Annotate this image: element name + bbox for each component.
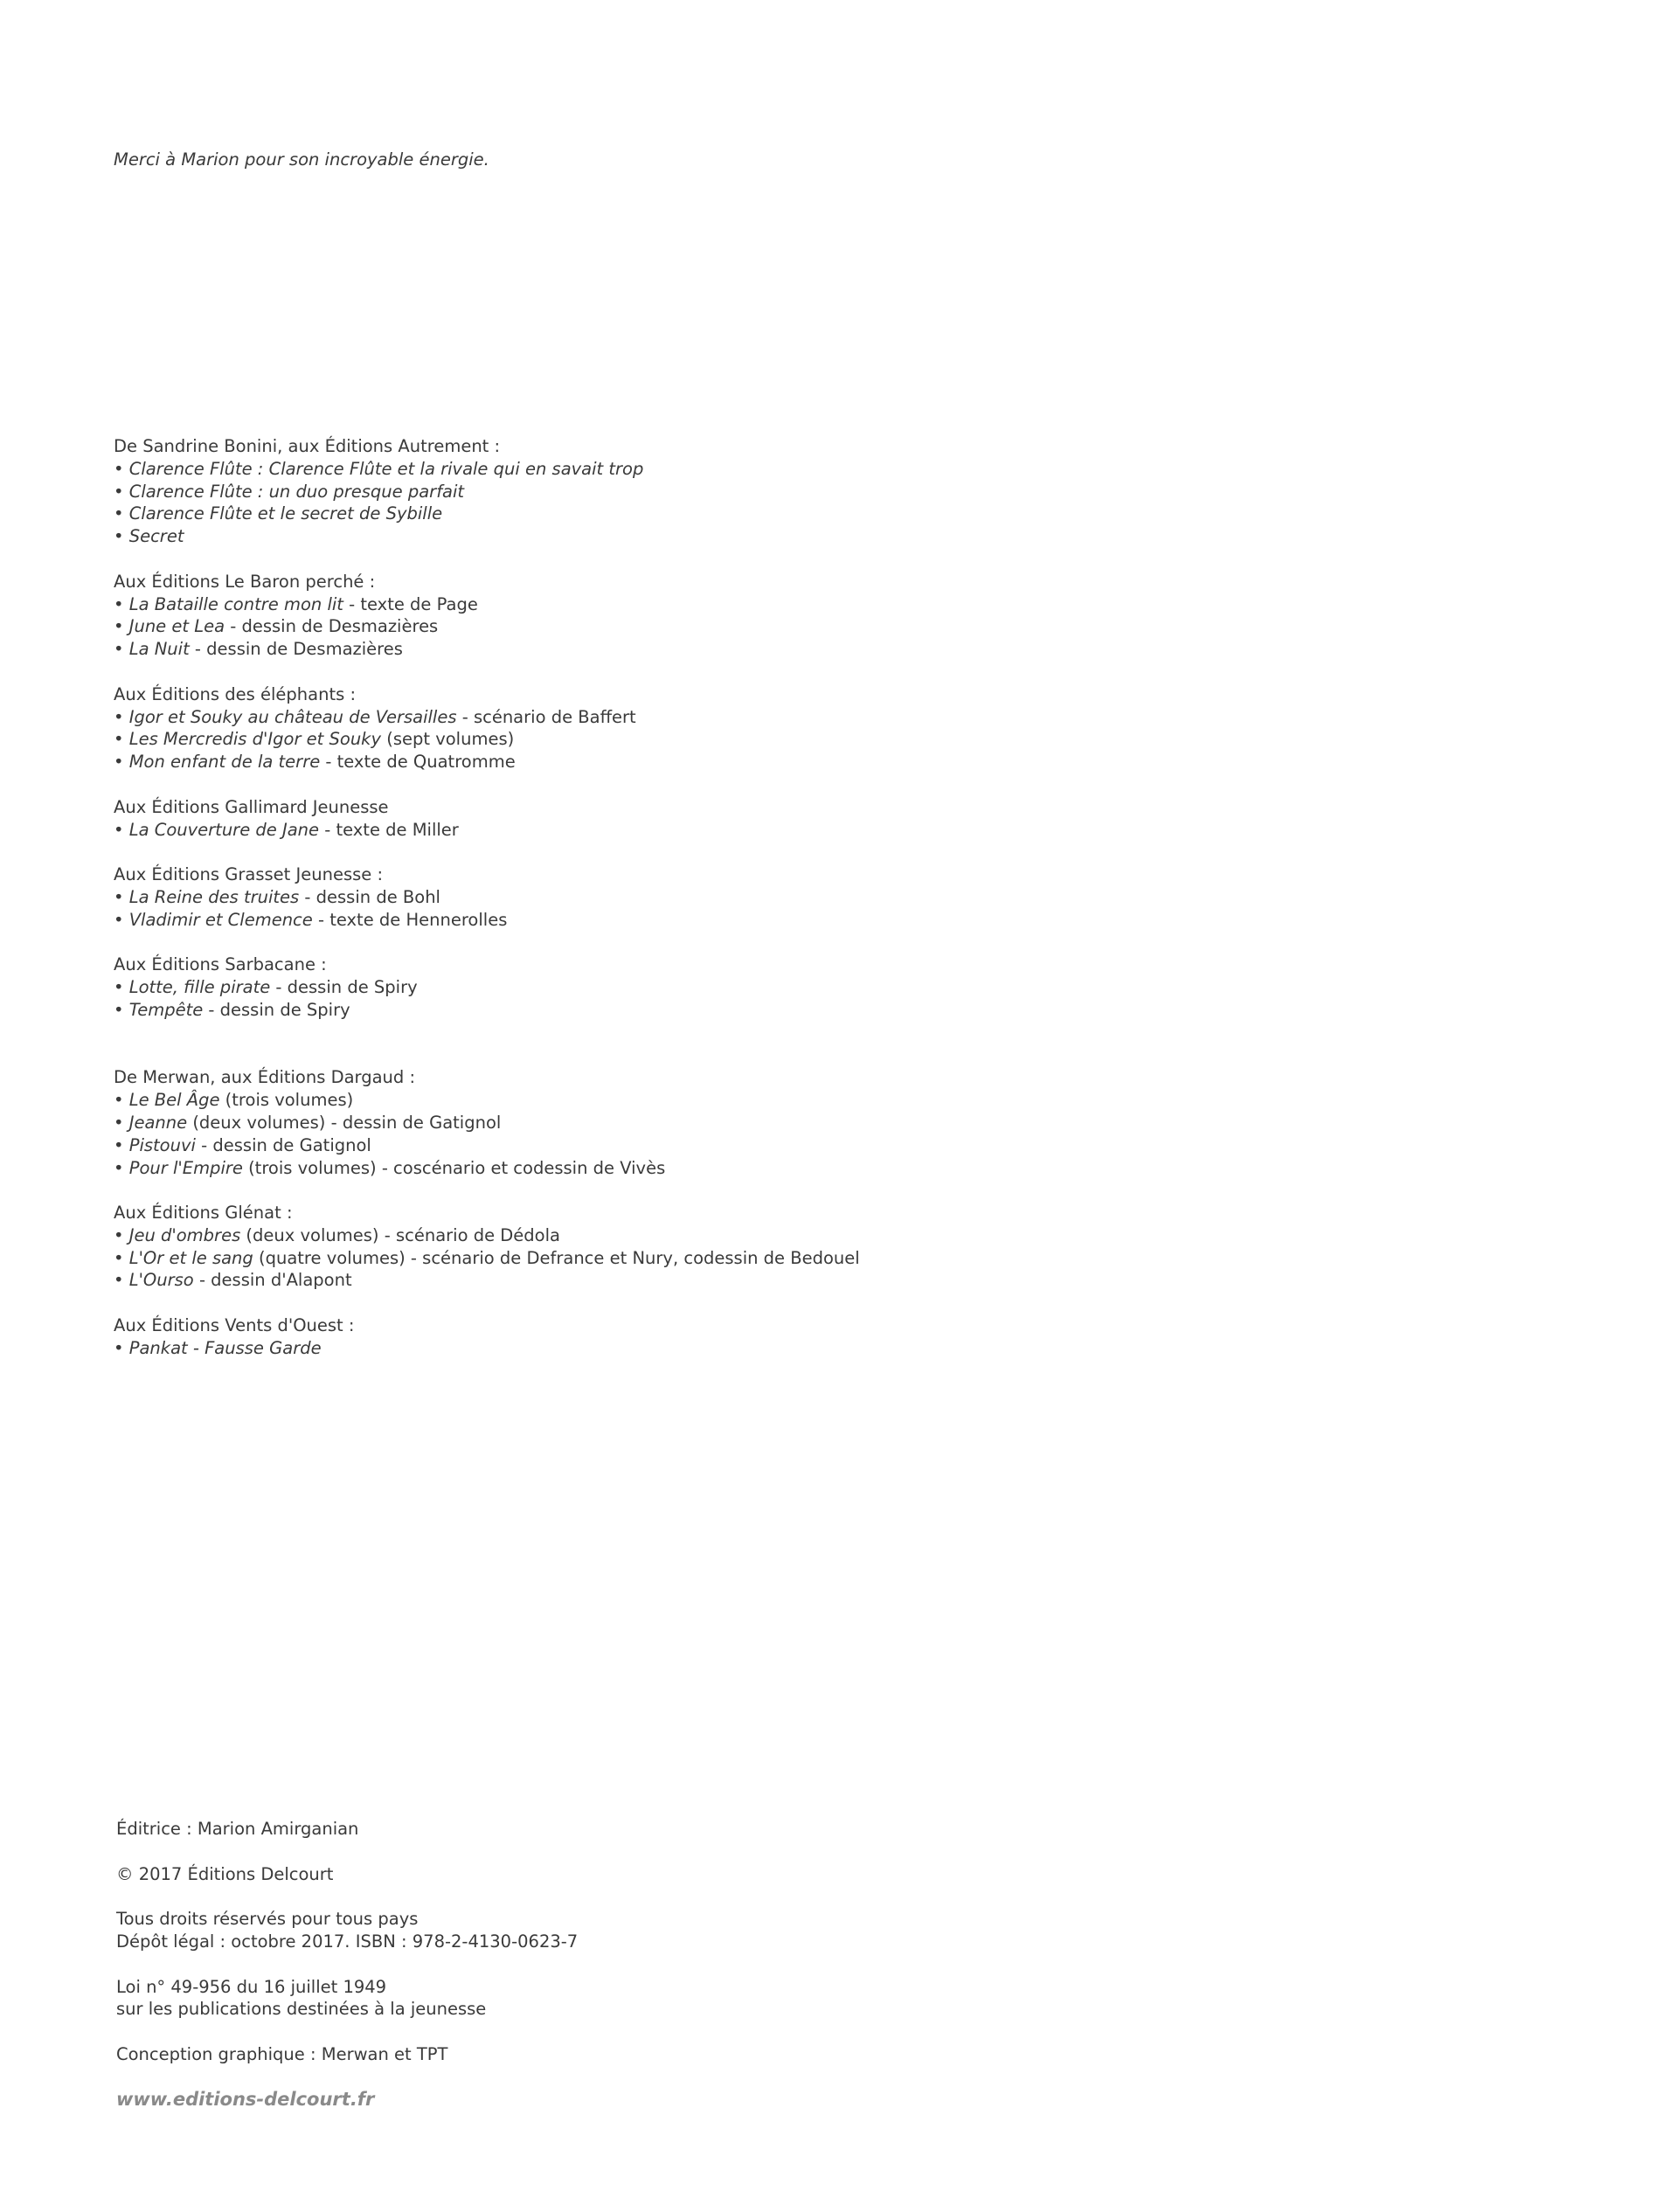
book-list-item (114, 751, 860, 773)
book-credit: - scénario de Baffert (456, 706, 636, 727)
book-list-item (114, 909, 860, 932)
imprint-legal-deposit: Dépôt légal : octobre 2017. ISBN : 978-2-4130-0623-7 (116, 1931, 579, 1952)
section-heading: Aux Éditions Le Baron perché : (114, 571, 376, 592)
book-list-item (114, 1157, 860, 1180)
book-list-item (114, 481, 860, 503)
book-title: L'Or et le sang (128, 1247, 253, 1268)
book-list-item (114, 1224, 860, 1247)
website-link[interactable]: www.editions-delcourt.fr (116, 2088, 375, 2110)
book-credit: (trois volumes) (219, 1090, 354, 1111)
book-title: Les Mercredis d'Igor et Souky (128, 729, 382, 750)
book-title: Le Bel Âge (128, 1090, 220, 1111)
imprint-law-line-1: Loi n° 49-956 du 16 juillet 1949 (116, 1976, 387, 1997)
bullet-icon: • (114, 481, 129, 502)
book-list-item (114, 1269, 860, 1292)
bullet-icon: • (114, 639, 129, 660)
section-heading: Aux Éditions Glénat : (114, 1203, 293, 1224)
bullet-icon: • (114, 1247, 129, 1268)
bullet-icon: • (114, 819, 129, 840)
bullet-icon: • (114, 1090, 129, 1111)
book-list-item (114, 525, 860, 548)
book-credit: - texte de Quatromme (320, 752, 516, 773)
book-title: Mon enfant de la terre (128, 752, 321, 773)
imprint-copyright: © 2017 Éditions Delcourt (116, 1863, 334, 1884)
bullet-icon: • (114, 593, 129, 614)
book-title: Jeanne (128, 1112, 188, 1133)
book-list-item (114, 886, 860, 909)
book-title: Clarence Flûte : un duo presque parfait (128, 481, 465, 502)
book-credit: - dessin de Spiry (270, 977, 418, 998)
book-list-item (114, 728, 860, 751)
book-credit: - dessin de Bohl (299, 886, 440, 907)
book-credit: - texte de Page (343, 593, 478, 614)
book-title: Igor et Souky au château de Versailles (128, 706, 457, 727)
book-list-item (114, 458, 860, 481)
section-heading: Aux Éditions Vents d'Ouest : (114, 1315, 355, 1336)
book-list-item (114, 638, 860, 661)
bullet-icon: • (114, 1112, 129, 1133)
book-title: Jeu d'ombres (128, 1224, 241, 1245)
bullet-icon: • (114, 999, 129, 1020)
bullet-icon: • (114, 1224, 129, 1245)
book-list-item (114, 593, 860, 616)
book-credit: - dessin de Desmazières (225, 616, 439, 637)
book-list-item (114, 1112, 860, 1134)
book-list-item (114, 1089, 860, 1112)
book-list-item (114, 503, 860, 525)
book-credit: - dessin de Desmazières (189, 639, 403, 660)
bullet-icon: • (114, 1337, 129, 1358)
book-title: Pour l'Empire (128, 1157, 243, 1178)
bullet-icon: • (114, 752, 129, 773)
book-title: La Bataille contre mon lit (128, 593, 343, 614)
book-title: Clarence Flûte et le secret de Sybille (128, 503, 443, 524)
book-credit: - texte de Miller (319, 819, 459, 840)
bullet-icon: • (114, 503, 129, 524)
bibliography (114, 435, 860, 1360)
book-title: La Nuit (128, 639, 190, 660)
book-credit: - dessin de Gatignol (195, 1134, 371, 1155)
book-list-item (114, 999, 860, 1022)
book-credit: (deux volumes) - scénario de Dédola (240, 1224, 560, 1245)
bullet-icon: • (114, 886, 129, 907)
book-title: Secret (128, 526, 184, 547)
book-title: Clarence Flûte : Clarence Flûte et la rivale qui en savait trop (128, 458, 644, 479)
book-credit: (quatre volumes) - scénario de Defrance et Nury, codessin de Bedouel (253, 1247, 860, 1268)
bullet-icon: • (114, 1134, 129, 1155)
book-title: L'Ourso (128, 1270, 194, 1291)
imprint-rights: Tous droits réservés pour tous pays (116, 1909, 419, 1930)
section-heading: Aux Éditions Grasset Jeunesse : (114, 864, 384, 885)
bullet-icon: • (114, 458, 129, 479)
book-credit: - dessin d'Alapont (193, 1270, 352, 1291)
book-title: La Reine des truites (128, 886, 300, 907)
imprint-design: Conception graphique : Merwan et TPT (116, 2043, 448, 2064)
bullet-icon: • (114, 977, 129, 998)
book-credit: - dessin de Spiry (203, 999, 350, 1020)
section-heading: De Sandrine Bonini, aux Éditions Autrement : (114, 436, 501, 456)
book-title: Pankat - Fausse Garde (128, 1337, 322, 1358)
section-heading: Aux Éditions Gallimard Jeunesse (114, 796, 389, 817)
book-title: Lotte, fille pirate (128, 977, 271, 998)
book-credit: (deux volumes) - dessin de Gatignol (187, 1112, 502, 1133)
section-heading: De Merwan, aux Éditions Dargaud : (114, 1067, 416, 1088)
imprint-law-line-2: sur les publications destinées à la jeunesse (116, 1999, 487, 2020)
book-list-item (114, 976, 860, 999)
section-heading: Aux Éditions des éléphants : (114, 683, 357, 704)
book-title: La Couverture de Jane (128, 819, 320, 840)
book-title: Pistouvi (128, 1134, 196, 1155)
book-credit: (trois volumes) - coscénario et codessin de Vivès (242, 1157, 666, 1178)
bullet-icon: • (114, 526, 129, 547)
book-title: Vladimir et Clemence (128, 909, 313, 930)
thanks-text: Merci à Marion pour son incroyable énergie. (114, 149, 489, 170)
book-list-item (114, 1247, 860, 1270)
book-list-item (114, 1134, 860, 1157)
bullet-icon: • (114, 706, 129, 727)
bullet-icon: • (114, 616, 129, 637)
section-heading: Aux Éditions Sarbacane : (114, 954, 327, 975)
book-title: June et Lea (128, 616, 225, 637)
bullet-icon: • (114, 1270, 129, 1291)
book-credit: - texte de Hennerolles (312, 909, 508, 930)
book-list-item (114, 1337, 860, 1360)
bullet-icon: • (114, 909, 129, 930)
book-list-item (114, 615, 860, 638)
imprint-editor: Éditrice : Marion Amirganian (116, 1819, 359, 1839)
imprint (116, 1818, 578, 2111)
book-title: Tempête (128, 999, 204, 1020)
book-credit: (sept volumes) (381, 729, 515, 750)
book-list-item (114, 819, 860, 842)
thanks-note (114, 149, 489, 171)
bullet-icon: • (114, 1157, 129, 1178)
bullet-icon: • (114, 729, 129, 750)
book-list-item (114, 706, 860, 729)
